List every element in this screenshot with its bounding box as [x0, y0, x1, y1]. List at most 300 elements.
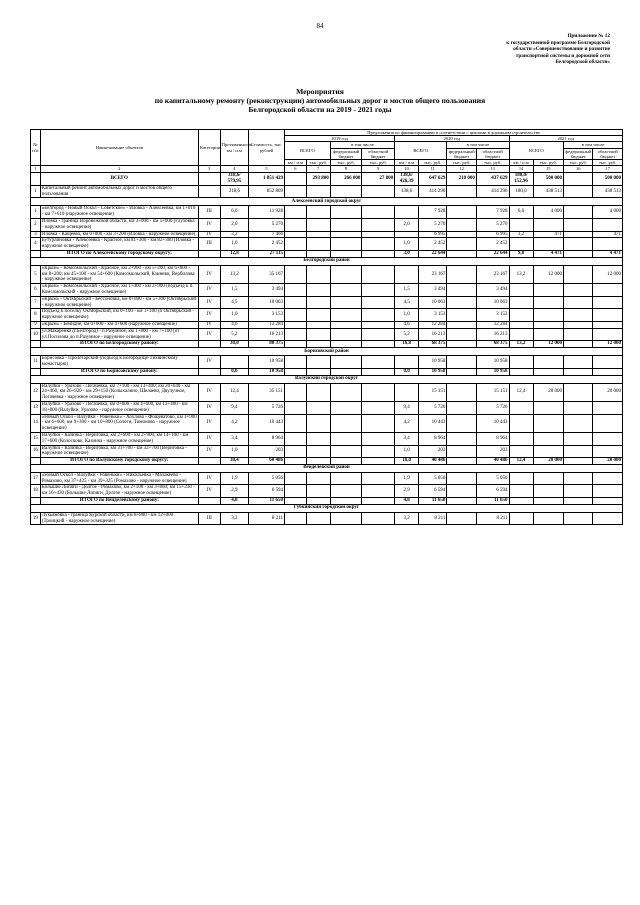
table-cell: 293 800 — [306, 173, 330, 186]
table-cell — [330, 284, 362, 297]
table-cell: 11 650 — [419, 498, 447, 505]
row-number — [31, 458, 41, 465]
table-cell: 6 594 — [419, 485, 447, 498]
table-cell: 12 000 — [593, 341, 623, 348]
table-cell — [447, 296, 476, 309]
table-cell: 3 494 — [476, 284, 509, 297]
column-number: 17 — [593, 166, 623, 173]
table-cell — [306, 341, 330, 348]
table-cell — [284, 458, 306, 465]
table-cell: 1,0 — [395, 309, 419, 322]
table-cell: 23 167 — [476, 265, 509, 283]
table-cell — [306, 432, 330, 445]
object-name: Бутурлиновка - Алексеевка - Красное, км 81+300 - км 82+300 (Иловка - наружное освещение) — [40, 238, 198, 251]
table-cell — [284, 432, 306, 445]
appendix-line: транспортной системы и дорожной сети — [515, 52, 610, 59]
table-cell — [447, 458, 476, 465]
table-cell: 20 000 — [533, 458, 564, 465]
table-cell — [593, 472, 623, 485]
column-number: 6 — [284, 166, 306, 173]
table-cell — [564, 296, 593, 309]
table-cell: 3,2 — [220, 231, 248, 238]
table-cell: 5 056 — [419, 472, 447, 485]
table-cell — [533, 219, 564, 232]
table-cell: 9,4 — [395, 401, 419, 414]
table-cell: 414 296 — [476, 185, 509, 198]
row-number: 8 — [31, 309, 41, 322]
table-cell: 3,2 — [509, 231, 533, 238]
table-cell — [564, 485, 593, 498]
table-cell — [220, 356, 248, 369]
subtotal-row — [31, 341, 623, 348]
table-cell: 4,6 — [220, 321, 248, 328]
table-cell: 3 494 — [249, 284, 285, 297]
section-row — [31, 348, 623, 356]
table-cell: 5,2 — [220, 328, 248, 341]
table-cell: 35 167 — [249, 265, 285, 283]
table-cell — [509, 401, 533, 414]
column-number: 5 — [249, 166, 285, 173]
subtotal-row — [31, 368, 623, 375]
table-cell: 471 — [533, 231, 564, 238]
table-cell — [509, 498, 533, 505]
table-row — [31, 414, 623, 432]
table-cell — [284, 321, 306, 328]
table-cell: 30,4 — [220, 458, 248, 465]
table-cell: 210 000 — [447, 173, 476, 186]
table-cell — [284, 368, 306, 375]
table-cell — [533, 284, 564, 297]
object-name: Иловка - Кащеево, км 0+000 - км 3+200 (Иловка - наружное освещение) — [40, 231, 198, 238]
table-row — [31, 356, 623, 369]
row-number — [31, 250, 41, 257]
table-cell — [564, 401, 593, 414]
appendix-note — [420, 33, 610, 66]
table-cell — [564, 414, 593, 432]
table-cell: 8 211 — [249, 512, 285, 525]
table-cell: 40 486 — [476, 458, 509, 465]
table-cell: 1,0 — [220, 445, 248, 458]
table-row — [31, 383, 623, 401]
table-cell: 471 — [593, 231, 623, 238]
table-cell: 8 211 — [476, 512, 509, 525]
table-cell: 4,2 — [220, 414, 248, 432]
table-cell: 27 115 — [249, 250, 285, 257]
column-number: 15 — [533, 166, 564, 173]
table-cell — [593, 238, 623, 251]
table-cell — [306, 383, 330, 401]
table-cell — [447, 185, 476, 198]
table-row — [31, 265, 623, 283]
table-cell: 12,4 — [509, 458, 533, 465]
table-cell — [447, 238, 476, 251]
table-cell: 9,4 — [220, 401, 248, 414]
row-number: 13 — [31, 401, 41, 414]
table-cell: 27 800 — [362, 173, 395, 186]
table-cell — [362, 368, 395, 375]
table-cell — [395, 231, 419, 238]
object-name: Капитальный ремонт автомобильных дорог и мостов общего пользования — [40, 185, 198, 198]
column-number: 16 — [564, 166, 593, 173]
table-cell: 4,6 — [395, 321, 419, 328]
table-row — [31, 238, 623, 251]
table-cell — [593, 445, 623, 458]
table-cell: 10 063 — [249, 296, 285, 309]
table-cell: 7 928 — [476, 206, 509, 219]
header-unit: тыс. руб. — [476, 160, 509, 166]
table-cell: 180,0/ 152,96 — [509, 173, 533, 186]
row-number: 1 — [31, 206, 41, 219]
table-cell — [306, 472, 330, 485]
table-cell: 203 — [419, 445, 447, 458]
header-regional-2019: областной бюджет — [362, 148, 395, 159]
table-cell — [447, 328, 476, 341]
table-cell — [447, 472, 476, 485]
table-cell: 60 486 — [249, 458, 285, 465]
object-name: Борисовка - Пролетарский (подъезд к Богородице-Тихвинскому монастырю) — [40, 356, 198, 369]
table-cell: 852 809 — [249, 185, 285, 198]
table-cell — [564, 309, 593, 322]
table-cell — [198, 341, 220, 348]
table-cell: 414 296 — [419, 185, 447, 198]
table-cell — [330, 238, 362, 251]
table-cell — [284, 250, 306, 257]
table-cell: 1,0 — [220, 309, 248, 322]
table-cell — [447, 432, 476, 445]
table-cell — [509, 356, 533, 369]
table-cell — [306, 265, 330, 283]
table-cell — [306, 356, 330, 369]
table-cell — [509, 296, 533, 309]
table-cell: 10 958 — [476, 368, 509, 375]
table-cell — [533, 401, 564, 414]
column-number: 4 — [220, 166, 248, 173]
object-name: Большие Липяги - Долгое - Ромахово, км 2+100 - км 3+860; км 15+230 - км 16+430 (Большие Липяги, Долгое - наружное освещение) — [40, 485, 198, 498]
row-number: 2 — [31, 219, 41, 232]
table-cell: 20 000 — [593, 458, 623, 465]
table-cell — [509, 328, 533, 341]
table-cell — [593, 498, 623, 505]
table-cell: 10 958 — [419, 356, 447, 369]
table-cell: 2,9 — [220, 485, 248, 498]
table-cell: 4 471 — [533, 250, 564, 257]
table-cell — [509, 414, 533, 432]
table-cell — [447, 401, 476, 414]
page-number: 84 — [316, 22, 324, 30]
table-cell — [306, 368, 330, 375]
table-cell — [284, 231, 306, 238]
table-cell: 68 375 — [476, 341, 509, 348]
table-cell: 12,8 — [220, 250, 248, 257]
table-cell: 203 — [249, 445, 285, 458]
measures-table — [30, 129, 623, 525]
section-row — [31, 257, 623, 265]
title-line: по капитальному ремонту (реконструкции) автомобильных дорог и мостов общего пользования — [154, 96, 486, 105]
table-row — [31, 445, 623, 458]
table-cell — [533, 498, 564, 505]
table-cell — [362, 512, 395, 525]
table-cell: 12 000 — [533, 341, 564, 348]
table-cell — [533, 296, 564, 309]
row-number: 18 — [31, 485, 41, 498]
table-cell — [306, 231, 330, 238]
table-cell — [362, 485, 395, 498]
table-cell: 12 284 — [419, 321, 447, 328]
table-cell: 4,8 — [395, 498, 419, 505]
table-cell — [564, 432, 593, 445]
table-cell — [330, 432, 362, 445]
table-cell — [306, 284, 330, 297]
column-number: 3 — [198, 166, 220, 173]
table-cell — [395, 206, 419, 219]
table-cell — [533, 356, 564, 369]
table-cell — [284, 472, 306, 485]
grand-total-row — [31, 173, 623, 186]
header-name: Наименование объектов — [40, 130, 198, 166]
table-cell — [447, 383, 476, 401]
row-number: 1 — [31, 185, 41, 198]
table-cell: 12 284 — [249, 321, 285, 328]
header-funding: Предложения по финансированию в соответствии с циклами в дорожном строительстве — [284, 130, 622, 136]
row-number: 15 — [31, 432, 41, 445]
table-cell: 1 851 429 — [249, 173, 285, 186]
table-row — [31, 485, 623, 498]
table-cell: 5 270 — [249, 219, 285, 232]
column-number: 9 — [362, 166, 395, 173]
table-cell — [362, 401, 395, 414]
table-cell: 4,2 — [395, 414, 419, 432]
header-unit: км / п.м — [284, 160, 306, 166]
header-unit: тыс. руб. — [447, 160, 476, 166]
table-cell — [330, 328, 362, 341]
table-cell — [362, 250, 395, 257]
table-cell: IV — [198, 401, 220, 414]
object-name: Валуйки - Уразово - Логачевка, км 7+100 - км 13+400; км 20+640 - км 24+460, км 26+920 - км 29+150 (Колыхалино, Шелаево, Двулучное, Логачевка - наружное освещение) — [40, 383, 198, 401]
object-name: «Белгород - Новый Оскол - Советское» - Иловка - Алексеевка, км 1+010 - км 7+610 (наружное освещение) — [40, 206, 198, 219]
table-cell — [284, 328, 306, 341]
table-cell — [362, 206, 395, 219]
table-cell — [564, 250, 593, 257]
object-name: ИТОГО по Вейделевскому району: — [40, 498, 198, 505]
table-cell — [330, 250, 362, 257]
column-number: 8 — [330, 166, 362, 173]
table-cell: 8 964 — [419, 432, 447, 445]
table-row — [31, 284, 623, 297]
table-cell — [284, 401, 306, 414]
table-cell: 2,9 — [395, 485, 419, 498]
header-num: № п/п — [31, 130, 41, 166]
table-cell — [362, 472, 395, 485]
table-cell: 138,6 — [395, 185, 419, 198]
table-cell: 8 211 — [419, 512, 447, 525]
table-cell — [306, 296, 330, 309]
table-cell: 11 928 — [249, 206, 285, 219]
table-cell: IV — [198, 383, 220, 401]
table-cell — [564, 512, 593, 525]
table-cell — [593, 284, 623, 297]
table-cell — [306, 512, 330, 525]
table-cell — [284, 296, 306, 309]
table-cell: 0,0 — [395, 368, 419, 375]
table-cell: 5 726 — [476, 401, 509, 414]
table-cell — [362, 498, 395, 505]
header-regional-2021: областной бюджет — [593, 148, 623, 159]
table-cell — [509, 219, 533, 232]
subtotal-row — [31, 498, 623, 505]
table-cell: 40 486 — [419, 458, 447, 465]
table-cell — [593, 296, 623, 309]
table-cell — [447, 341, 476, 348]
table-cell: 500 000 — [593, 173, 623, 186]
table-cell: 3 494 — [419, 284, 447, 297]
table-cell: 11 650 — [476, 498, 509, 505]
table-header — [31, 130, 623, 166]
table-cell — [447, 231, 476, 238]
header-unit: тыс. руб. — [533, 160, 564, 166]
table-cell: 12 000 — [533, 265, 564, 283]
table-cell: IV — [198, 356, 220, 369]
object-name: ИТОГО по Белгородскому району: — [40, 341, 198, 348]
table-cell: 4 471 — [593, 250, 623, 257]
document-title — [80, 87, 560, 114]
table-cell — [306, 458, 330, 465]
table-cell: 1,0 — [395, 238, 419, 251]
table-cell — [509, 472, 533, 485]
object-name: Подъезд к поселку Октябрьский, км 0+100 - км 1+100 (п Октябрьский - наружное освещение) — [40, 309, 198, 322]
section-row — [31, 464, 623, 472]
object-name: ИТОГО по Алексеевскому городскому округу: — [40, 250, 198, 257]
table-cell: 10 958 — [419, 368, 447, 375]
table-cell — [362, 296, 395, 309]
table-cell — [564, 472, 593, 485]
table-cell — [284, 485, 306, 498]
table-cell — [306, 185, 330, 198]
table-cell: 138,6/ 426,39 — [395, 173, 419, 186]
table-cell — [593, 512, 623, 525]
table-cell — [284, 445, 306, 458]
header-incl-2021: в том числе — [564, 142, 623, 148]
table-cell: 22 644 — [419, 250, 447, 257]
table-cell: 16 213 — [476, 328, 509, 341]
table-cell — [533, 512, 564, 525]
table-cell — [447, 498, 476, 505]
table-cell: 5,2 — [395, 328, 419, 341]
table-cell — [306, 309, 330, 322]
table-cell: 7 928 — [419, 206, 447, 219]
table-cell: 2 452 — [249, 238, 285, 251]
table-cell: 3,4 — [220, 432, 248, 445]
table-cell — [198, 185, 220, 198]
table-cell — [330, 368, 362, 375]
table-cell — [447, 414, 476, 432]
table-body — [31, 173, 623, 525]
table-cell — [564, 173, 593, 186]
table-cell — [564, 383, 593, 401]
table-cell — [564, 265, 593, 283]
table-cell: IV — [198, 296, 220, 309]
header-year-2019: 2019 год — [284, 136, 394, 142]
table-cell — [447, 445, 476, 458]
table-cell — [306, 401, 330, 414]
table-cell: 7 466 — [249, 231, 285, 238]
object-name: Валуйки - Казинка - Вериговка, км 31+700 - км 32+700 (Вериговка - наружное освещение) — [40, 445, 198, 458]
table-cell — [447, 512, 476, 525]
table-cell — [564, 445, 593, 458]
table-cell — [447, 309, 476, 322]
table-cell: 5 270 — [476, 219, 509, 232]
table-cell — [564, 219, 593, 232]
table-cell — [593, 368, 623, 375]
table-cell: 8 964 — [476, 432, 509, 445]
row-number: 5 — [31, 265, 41, 283]
table-cell: 10 063 — [419, 296, 447, 309]
table-cell — [395, 356, 419, 369]
table-cell: IV — [198, 321, 220, 328]
table-cell: IV — [198, 265, 220, 283]
table-cell — [330, 512, 362, 525]
table-cell — [306, 250, 330, 257]
table-cell: 438 513 — [533, 185, 564, 198]
table-cell: IV — [198, 485, 220, 498]
table-cell — [284, 206, 306, 219]
table-cell: III — [198, 206, 220, 219]
title-line: Мероприятия — [296, 87, 344, 96]
table-cell — [593, 309, 623, 322]
table-cell — [362, 185, 395, 198]
table-cell — [564, 368, 593, 375]
row-number: 10 — [31, 328, 41, 341]
table-cell — [509, 432, 533, 445]
table-cell — [593, 356, 623, 369]
header-unit: тыс. руб. — [564, 160, 593, 166]
object-name: Валуйки - Казинка - Вериговка, км 2+600 - км 2+900, км 14+100 - км 17+600 (Колосково, Казинка - наружное освещение) — [40, 432, 198, 445]
table-cell — [564, 498, 593, 505]
header-unit: тыс. руб. — [593, 160, 623, 166]
row-number: 4 — [31, 238, 41, 251]
table-cell — [533, 238, 564, 251]
table-cell — [330, 185, 362, 198]
header-total-2019: ВСЕГО — [284, 142, 330, 160]
header-length: Протяженность, км / п.м — [220, 130, 248, 166]
header-incl-2020: в том числе — [447, 142, 509, 148]
table-cell — [284, 498, 306, 505]
table-cell — [362, 432, 395, 445]
table-cell: 12 284 — [476, 321, 509, 328]
table-cell: 10 443 — [476, 414, 509, 432]
row-number: 17 — [31, 472, 41, 485]
table-cell: 1,0 — [220, 238, 248, 251]
table-cell — [447, 368, 476, 375]
table-cell — [533, 472, 564, 485]
table-cell — [564, 206, 593, 219]
row-number: 14 — [31, 414, 41, 432]
table-cell: 11 650 — [249, 498, 285, 505]
object-name: ИТОГО по Валуйскому городскому округу: — [40, 458, 198, 465]
object-name: Иловка - граница Воронежской области, км 3+000 - км 5+000 (Глуховка - наружное освещение) — [40, 219, 198, 232]
table-cell: 16,8 — [395, 341, 419, 348]
row-number — [31, 173, 41, 186]
table-cell: 20 000 — [533, 383, 564, 401]
table-cell — [198, 250, 220, 257]
table-cell: 3,0 — [395, 250, 419, 257]
table-row — [31, 206, 623, 219]
table-cell — [284, 414, 306, 432]
row-number: 6 — [31, 284, 41, 297]
table-cell: 10 443 — [249, 414, 285, 432]
table-cell — [306, 206, 330, 219]
table-cell: 1,5 — [220, 284, 248, 297]
table-cell — [447, 265, 476, 283]
